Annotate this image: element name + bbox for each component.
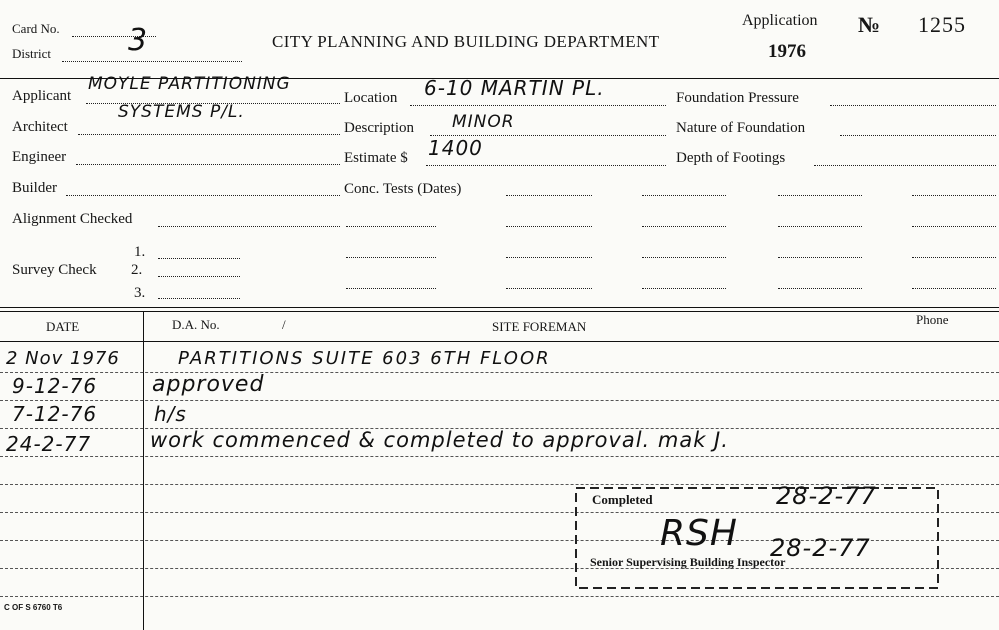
builder-line — [66, 195, 340, 196]
log-top-rule-2 — [0, 311, 999, 312]
conc-test-blank — [506, 195, 592, 196]
nature-of-foundation-label: Nature of Foundation — [676, 120, 806, 136]
log-date-header: DATE — [46, 319, 80, 334]
depth-of-footings-label: Depth of Footings — [676, 150, 786, 166]
survey-1-line — [158, 258, 240, 259]
conc-tests-label: Conc. Tests (Dates) — [344, 181, 462, 197]
log-row-date: 2 Nov 1976 — [6, 348, 120, 369]
nature-of-foundation-line — [840, 135, 996, 136]
log-rule — [0, 596, 999, 597]
log-rule — [0, 400, 999, 401]
stamp-inspector-label: Senior Supervising Building Inspector — [590, 555, 786, 569]
foundation-pressure-line — [830, 105, 996, 106]
stamp-completed-value: 28-2-77 — [776, 482, 877, 510]
number-symbol: № — [858, 12, 881, 37]
log-row-date: 9-12-76 — [12, 374, 98, 398]
log-rule — [0, 456, 999, 457]
card-no-label: Card No. — [12, 21, 60, 36]
log-top-rule — [0, 307, 999, 308]
conc-test-blank — [642, 195, 726, 196]
engineer-label: Engineer — [12, 149, 67, 165]
conc-test-blank — [778, 195, 862, 196]
applicant-value-1: MOYLE PARTITIONING — [88, 74, 291, 94]
conc-test-blank — [912, 226, 996, 227]
log-rule — [0, 372, 999, 373]
department-title: CITY PLANNING AND BUILDING DEPARTMENT — [272, 32, 660, 51]
builder-label: Builder — [12, 180, 57, 196]
conc-test-blank — [346, 226, 436, 227]
location-value: 6-10 MARTIN PL. — [424, 76, 605, 100]
log-row-date: 7-12-76 — [12, 402, 98, 426]
conc-test-blank — [506, 288, 592, 289]
district-line — [62, 61, 242, 62]
conc-test-blank — [642, 257, 726, 258]
stamp-signature: RSH — [660, 513, 738, 554]
survey-1-label: 1. — [134, 244, 146, 260]
location-label: Location — [344, 90, 398, 106]
applicant-value-2: SYSTEMS P/L. — [118, 102, 245, 122]
stamp-sign-date: 28-2-77 — [770, 534, 871, 562]
conc-test-blank — [912, 288, 996, 289]
conc-test-blank — [346, 288, 436, 289]
alignment-line — [158, 226, 340, 227]
conc-test-blank — [642, 226, 726, 227]
location-line — [410, 105, 666, 106]
conc-test-blank — [778, 226, 862, 227]
application-year: 1976 — [768, 41, 806, 62]
architect-label: Architect — [12, 119, 68, 135]
description-value: MINOR — [452, 112, 515, 132]
foundation-pressure-label: Foundation Pressure — [676, 90, 799, 106]
log-row-entry: work commenced & completed to approval. mak J. — [150, 428, 729, 452]
survey-2-label: 2. — [131, 262, 143, 278]
district-label: District — [12, 46, 51, 61]
estimate-label: Estimate $ — [344, 150, 408, 166]
description-label: Description — [344, 120, 414, 136]
applicant-label: Applicant — [12, 88, 72, 104]
conc-test-blank — [778, 288, 862, 289]
conc-test-blank — [346, 257, 436, 258]
engineer-line — [76, 164, 340, 165]
survey-3-line — [158, 298, 240, 299]
alignment-checked-label: Alignment Checked — [12, 211, 133, 227]
estimate-line — [426, 165, 666, 166]
district-value: 3 — [128, 23, 149, 58]
log-site-foreman-header: SITE FOREMAN — [492, 319, 587, 334]
estimate-value: 1400 — [428, 136, 483, 160]
conc-test-blank — [506, 257, 592, 258]
log-row-date: 24-2-77 — [6, 432, 92, 456]
form-code: C OF S 6760 T6 — [4, 603, 63, 612]
log-slash: / — [282, 317, 286, 332]
conc-test-blank — [642, 288, 726, 289]
application-number: 1255 — [918, 12, 966, 37]
log-header-rule — [0, 341, 999, 342]
conc-test-blank — [912, 257, 996, 258]
stamp-completed-label: Completed — [592, 492, 653, 507]
log-row-entry: PARTITIONS SUITE 603 6TH FLOOR — [178, 348, 551, 369]
survey-3-label: 3. — [134, 285, 146, 301]
application-label: Application — [742, 12, 818, 29]
conc-test-blank — [778, 257, 862, 258]
log-da-no-header: D.A. No. — [172, 317, 220, 332]
survey-check-label: Survey Check — [12, 262, 97, 278]
architect-line — [78, 134, 340, 135]
conc-test-blank — [912, 195, 996, 196]
conc-test-blank — [506, 226, 592, 227]
log-row-entry: h/s — [154, 402, 187, 426]
depth-of-footings-line — [814, 165, 996, 166]
log-date-divider — [143, 311, 144, 630]
log-row-entry: approved — [152, 372, 265, 397]
log-phone-header: Phone — [916, 312, 949, 327]
survey-2-line — [158, 276, 240, 277]
